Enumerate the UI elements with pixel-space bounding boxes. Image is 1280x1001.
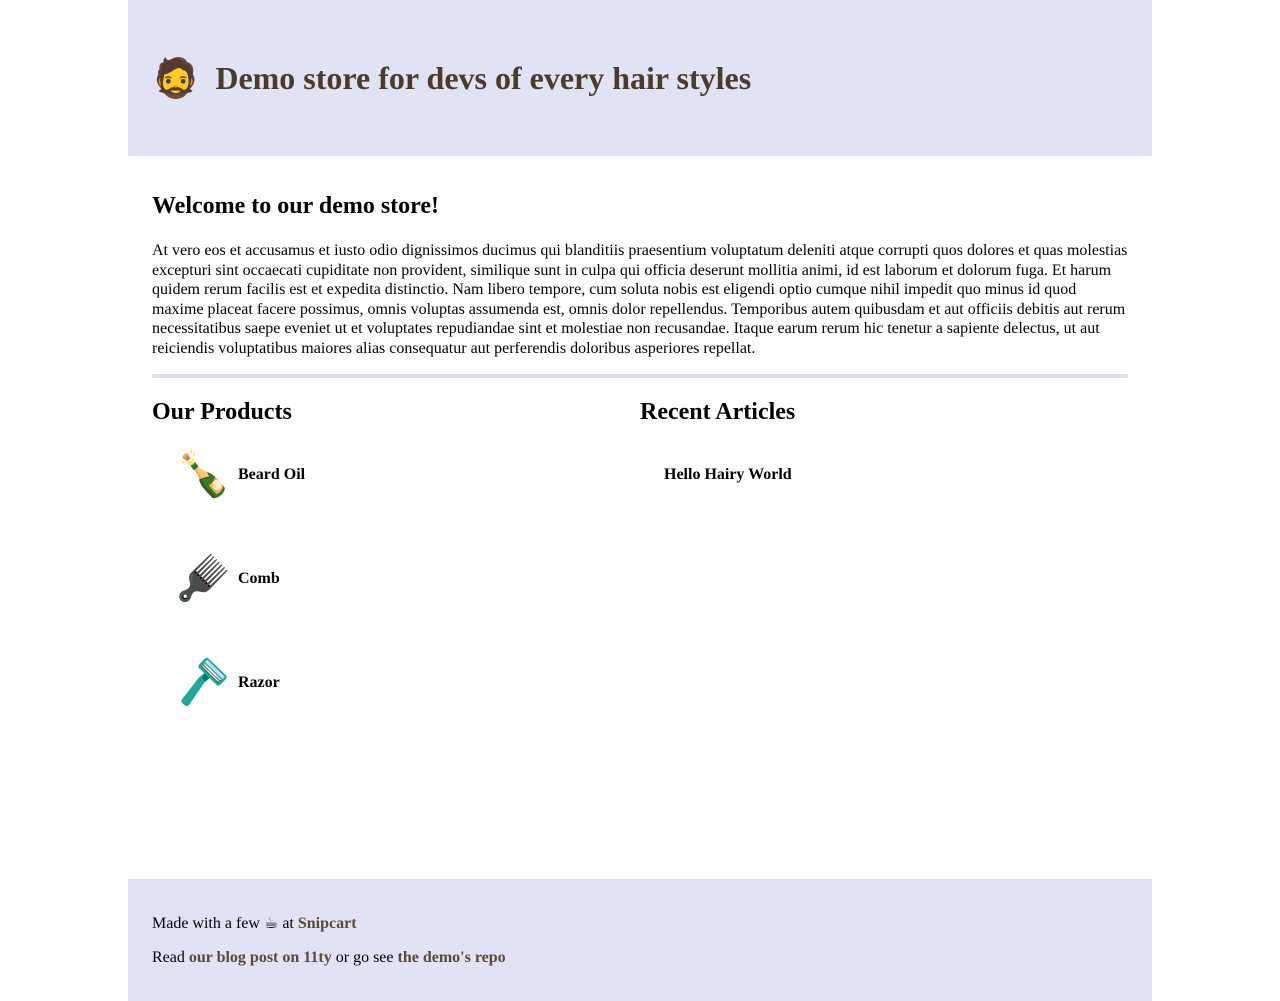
comb-icon: 🪮 bbox=[176, 553, 231, 605]
beard-icon: 🧔 bbox=[152, 56, 200, 100]
footer-at-text: at bbox=[278, 915, 298, 933]
page-title: Demo store for devs of every hair styles bbox=[215, 59, 752, 96]
article-list bbox=[640, 447, 1128, 503]
bottom-spacer bbox=[152, 759, 1128, 879]
products-heading: Our Products bbox=[152, 399, 292, 426]
product-name[interactable]: Razor bbox=[238, 674, 280, 692]
footer-line-1 bbox=[152, 913, 1128, 933]
list-item[interactable] bbox=[152, 447, 640, 503]
article-title[interactable]: Hello Hairy World bbox=[664, 466, 792, 484]
snipcart-link[interactable]: Snipcart bbox=[297, 915, 357, 933]
coffee-icon: ☕ bbox=[263, 913, 279, 933]
footer-read-text: Read bbox=[152, 949, 189, 967]
articles-heading: Recent Articles bbox=[640, 399, 796, 426]
footer-line-2 bbox=[152, 949, 1128, 967]
razor-icon: 🪒 bbox=[176, 657, 231, 709]
product-name[interactable]: Comb bbox=[238, 570, 280, 588]
beard-oil-icon: 🍾 bbox=[176, 449, 231, 501]
site-header bbox=[128, 0, 1152, 156]
content-columns bbox=[152, 378, 1128, 759]
footer-made-with-text: Made with a few bbox=[152, 915, 264, 933]
intro-paragraph: At vero eos et accusamus et iusto odio dignissimos ducimus qui blanditiis praesentium voluptatum deleniti atque corrupti quos dolores et quas molestias excepturi sint occaecati cupiditate non provident, similique sunt in culpa qui officia deserunt mollitia animi, id est laborum et dolorum fuga. Et harum quidem rerum facilis est et expedita distinctio. Nam libero tempore, cum soluta nobis est eligendi optio cumque nihil impedit quo minus id quod maxime placeat facere possimus, omnis voluptas assumenda est, omnis dolor repellendus. Temporibus autem quibusdam et aut officiis debitis aut rerum necessitatibus saepe eveniet ut et voluptates repudiandae sint et molestiae non recusandae. Itaque earum rerum hic tenetur a sapiente delectus, ut aut reiciendis voluptatibus maiores alias consequatur aut perferendis doloribus asperiores repellat. bbox=[152, 242, 1128, 357]
list-item[interactable] bbox=[152, 551, 640, 607]
blog-post-link[interactable]: our blog post on 11ty bbox=[188, 949, 332, 967]
intro-heading: Welcome to our demo store! bbox=[152, 193, 440, 219]
list-item[interactable] bbox=[640, 447, 1128, 503]
page-container bbox=[128, 0, 1152, 1001]
footer-or-text: or go see bbox=[331, 949, 398, 967]
product-name[interactable]: Beard Oil bbox=[238, 466, 306, 484]
main-content bbox=[128, 156, 1152, 879]
articles-column bbox=[640, 378, 1128, 759]
products-column bbox=[152, 378, 640, 759]
demo-repo-link[interactable]: the demo's repo bbox=[397, 949, 506, 967]
product-list bbox=[152, 447, 640, 711]
list-item[interactable] bbox=[152, 655, 640, 711]
site-footer bbox=[128, 879, 1152, 1001]
